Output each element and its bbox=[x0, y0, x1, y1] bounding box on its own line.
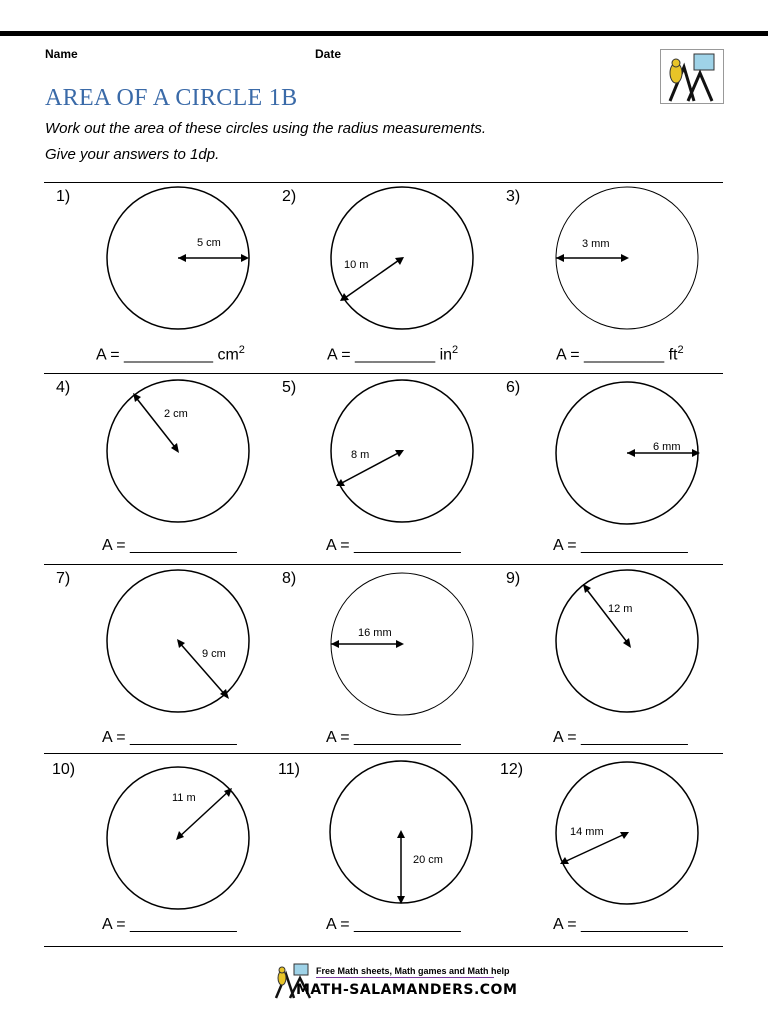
date-label: Date bbox=[315, 47, 342, 61]
circle-diagram bbox=[270, 373, 496, 563]
instruction-line-1: Work out the area of these circles using the radius measurements. bbox=[45, 120, 487, 137]
question-6 bbox=[496, 373, 722, 563]
salamander-logo-icon bbox=[660, 49, 724, 104]
question-number: 1) bbox=[56, 188, 71, 205]
answer-line[interactable]: A = ____________ bbox=[326, 729, 461, 746]
footer-brand[interactable]: MATH-SALAMANDERS.COM bbox=[296, 982, 518, 998]
question-10 bbox=[44, 753, 270, 946]
answer-line[interactable]: A = ____________ bbox=[102, 537, 237, 554]
question-number: 12) bbox=[500, 761, 524, 778]
question-number: 7) bbox=[56, 570, 71, 587]
question-8 bbox=[270, 564, 496, 754]
question-1 bbox=[44, 182, 270, 372]
answer-line[interactable]: A = _________ $in^2$ bbox=[327, 344, 459, 364]
answer-line[interactable]: A = ____________ bbox=[326, 916, 461, 933]
radius-label: 6 mm bbox=[653, 441, 681, 453]
instruction-line-2: Give your answers to 1dp. bbox=[45, 146, 220, 163]
question-12 bbox=[496, 753, 722, 946]
question-number: 6) bbox=[506, 379, 521, 396]
question-number: 11) bbox=[278, 761, 300, 778]
question-5 bbox=[270, 373, 496, 563]
radius-label: 12 m bbox=[608, 603, 633, 615]
question-9 bbox=[496, 564, 722, 754]
radius-label: 10 m bbox=[344, 259, 369, 271]
radius-label: 16 mm bbox=[358, 627, 392, 639]
answer-line[interactable]: A = _________ $ft^2$ bbox=[556, 344, 684, 364]
answer-line[interactable]: A = ____________ bbox=[102, 916, 237, 933]
answer-line[interactable]: A = ____________ bbox=[553, 537, 688, 554]
answer-line[interactable]: A = ____________ bbox=[102, 729, 237, 746]
question-number: 2) bbox=[282, 188, 297, 205]
circle-diagram bbox=[496, 564, 722, 754]
name-label: Name bbox=[45, 47, 78, 61]
circle-diagram bbox=[270, 564, 496, 754]
radius-label: 5 cm bbox=[197, 237, 221, 249]
radius-label: 11 m bbox=[172, 792, 196, 804]
question-number: 4) bbox=[56, 379, 71, 396]
question-11 bbox=[270, 753, 496, 946]
radius-label: 20 cm bbox=[413, 854, 443, 866]
radius-label: 8 m bbox=[351, 449, 370, 461]
question-number: 3) bbox=[506, 188, 521, 205]
question-2 bbox=[270, 182, 496, 372]
radius-label: 2 cm bbox=[164, 408, 188, 420]
footer-tagline: Free Math sheets, Math games and Math help bbox=[316, 966, 510, 976]
answer-line[interactable]: A = ____________ bbox=[326, 537, 461, 554]
question-number: 5) bbox=[282, 379, 297, 396]
radius-label: 9 cm bbox=[202, 648, 226, 660]
footer-underline bbox=[316, 977, 494, 978]
row-divider bbox=[44, 946, 723, 947]
question-number: 9) bbox=[506, 570, 521, 587]
page-title: AREA OF A CIRCLE 1B bbox=[45, 85, 298, 111]
question-3 bbox=[496, 182, 722, 372]
radius-label: 14 mm bbox=[570, 826, 604, 838]
question-4 bbox=[44, 373, 270, 563]
answer-line[interactable]: A = ____________ bbox=[553, 916, 688, 933]
question-number: 8) bbox=[282, 570, 297, 587]
question-7 bbox=[44, 564, 270, 754]
radius-label: 3 mm bbox=[582, 238, 610, 250]
answer-line[interactable]: A = ____________ bbox=[553, 729, 688, 746]
circle-diagram bbox=[44, 373, 270, 563]
question-number: 10) bbox=[52, 761, 76, 778]
answer-line[interactable]: A = __________ $cm^2$ bbox=[96, 344, 245, 364]
top-rule bbox=[0, 31, 768, 36]
circle-diagram bbox=[44, 564, 270, 754]
circle-diagram bbox=[496, 373, 722, 563]
